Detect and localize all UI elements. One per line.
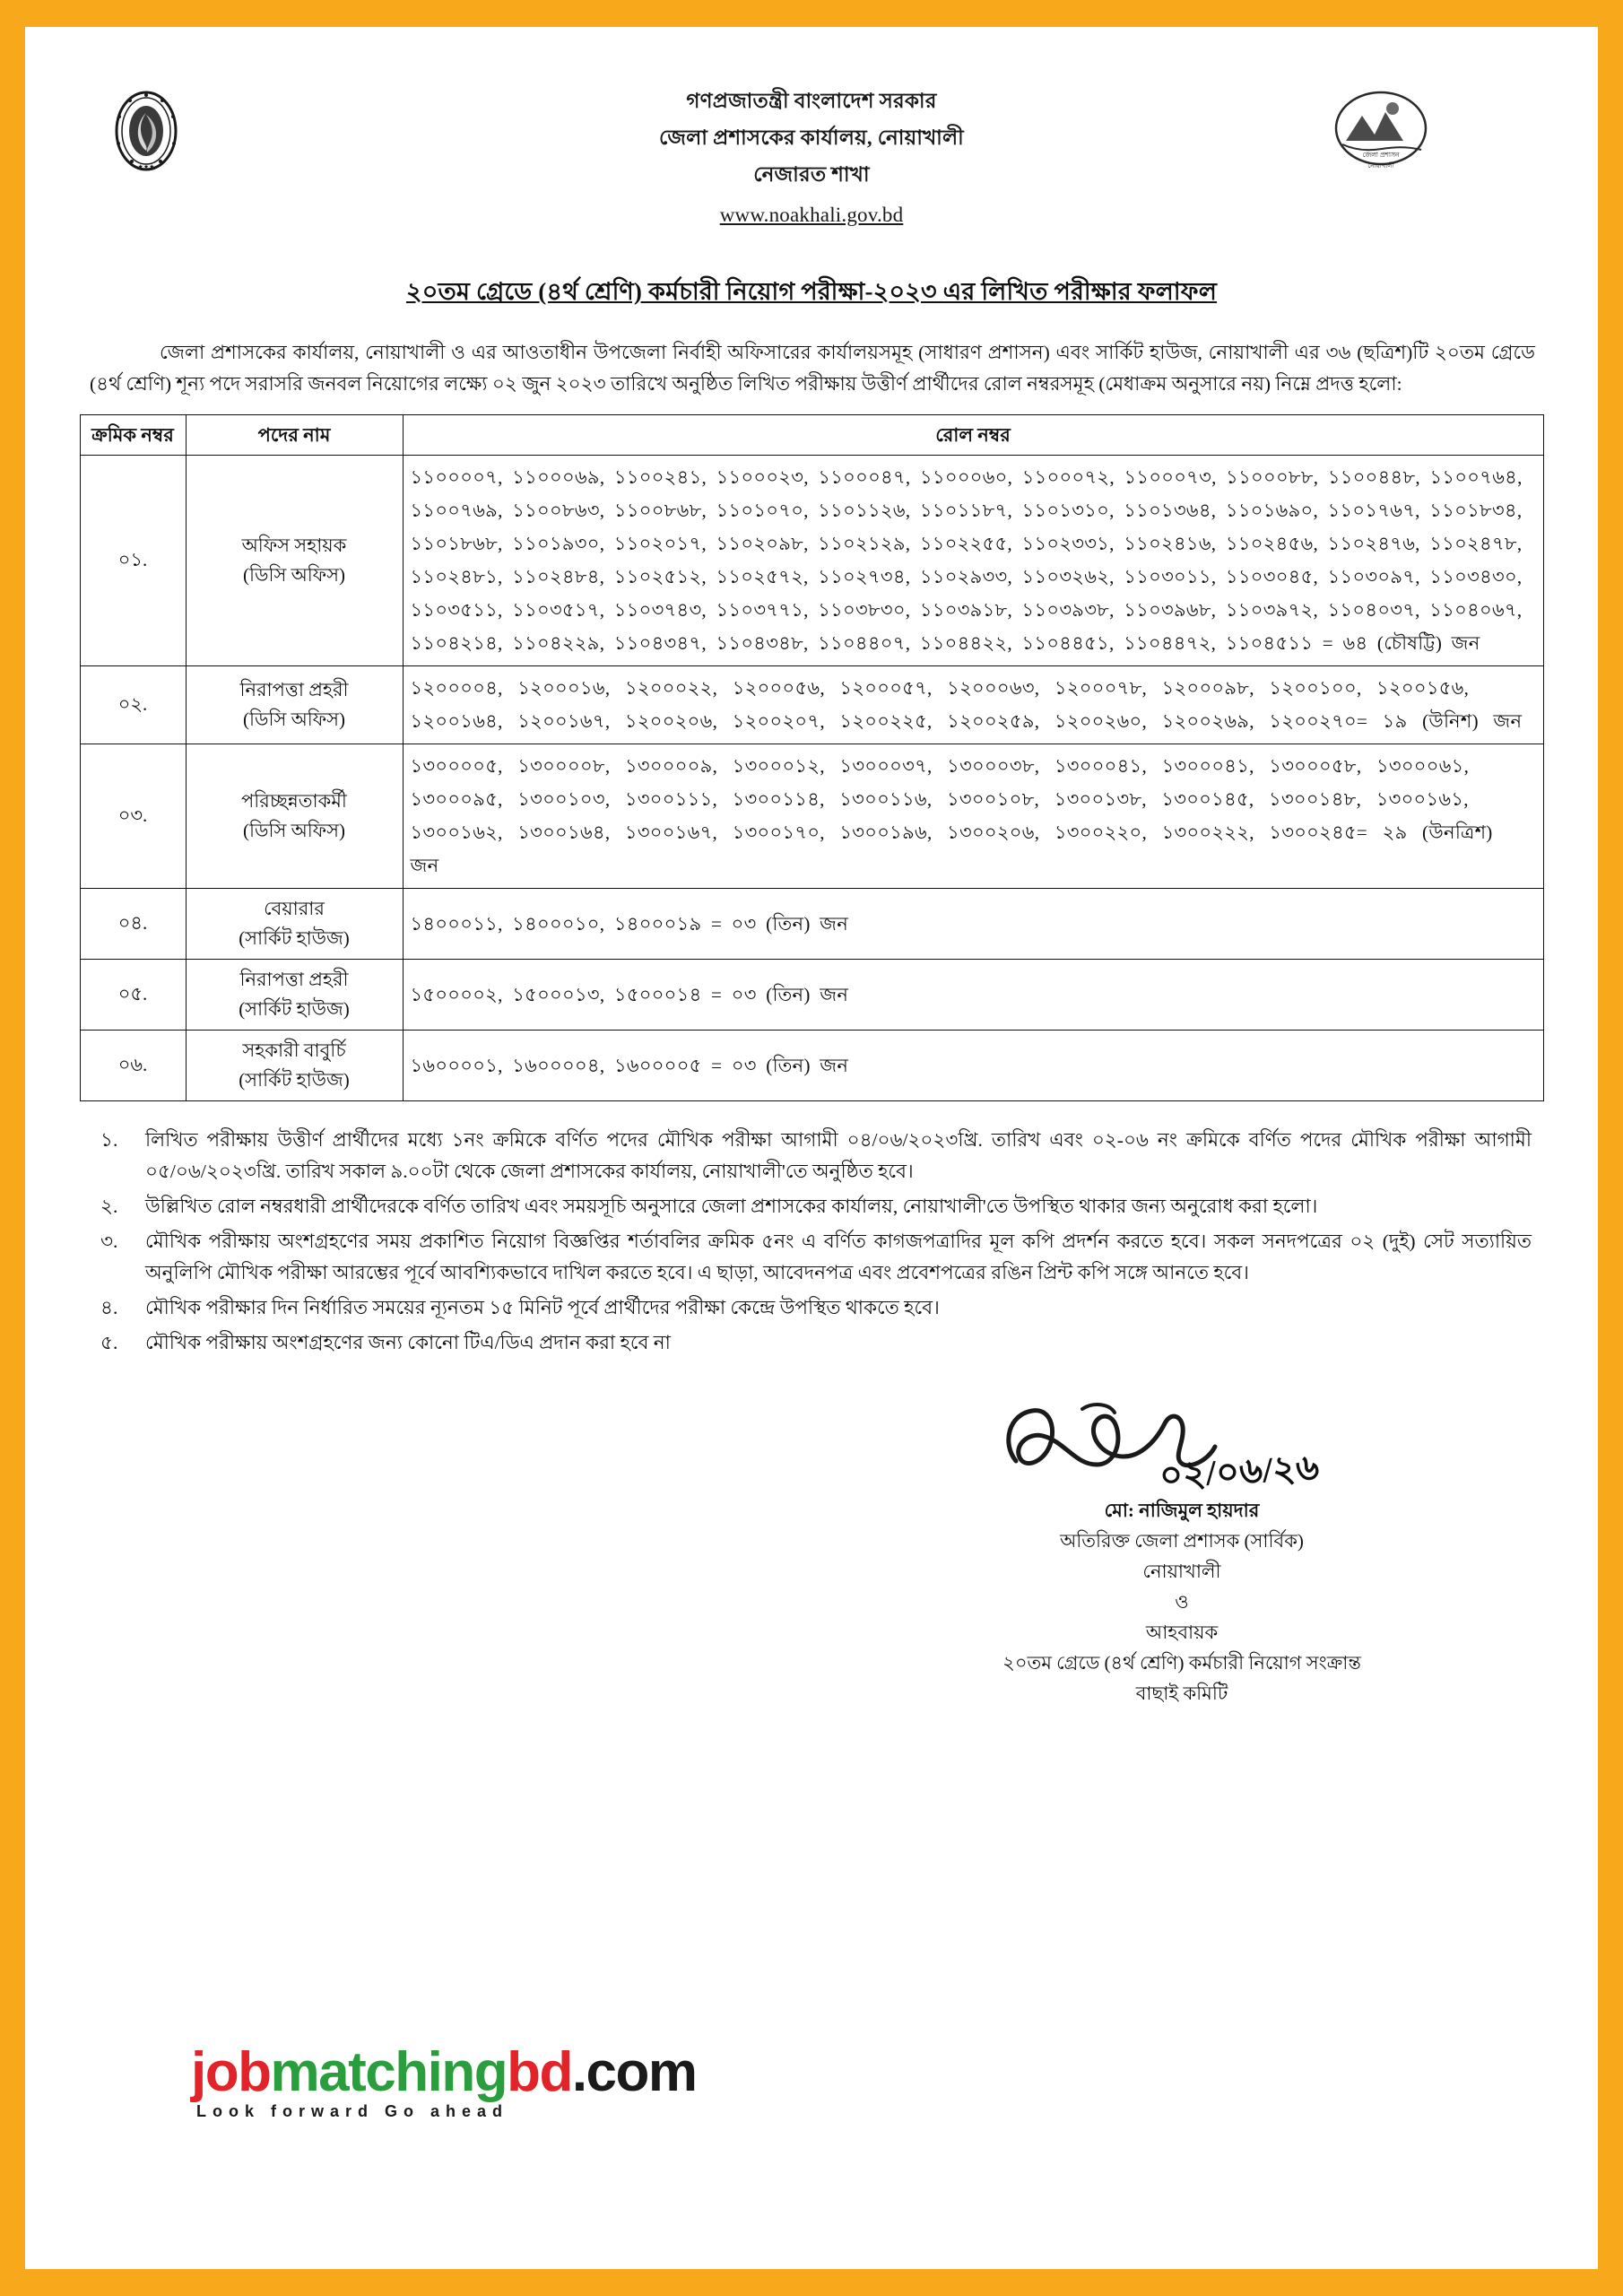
row-post — [186, 456, 403, 666]
document-header — [25, 27, 1598, 265]
row-post — [186, 889, 403, 960]
svg-text:জেলা প্রশাসন: জেলা প্রশাসন — [1362, 151, 1400, 159]
note-text: লিখিত পরীক্ষায় উত্তীর্ণ প্রার্থীদের মধ্যে ১নং ক্রমিকে বর্ণিত পদের মৌখিক পরীক্ষা আগামী ০৪/০৬/২০২৩খ্রি. তারিখ এবং ০২-০৬ নং ক্রমিকে বর্ণিত পদের মৌখিক পরীক্ষা আগামী ০৫/০৬/২০২৩খ্রি. তারিখ সকাল ৯.০০টা থেকে জেলা প্রশাসকের কার্যালয়, নোয়াখালী'তে অনুষ্ঠিত হবে। — [145, 1129, 1532, 1182]
column-header-roll: রোল নম্বর — [403, 415, 1543, 456]
national-emblem-seal-icon — [110, 90, 182, 172]
post-title: নিরাপত্তা প্রহরী — [239, 679, 349, 700]
row-rolls: ১২০০০০৪, ১২০০০১৬, ১২০০০২২, ১২০০০৫৬, ১২০০০৫৭, ১২০০০৬৩, ১২০০০৭৮, ১২০০০৯৮, ১২০০১০০, ১২০০১৫৬, ১২০০১৬৪, ১২০০১৬৭, ১২০০২০৬, ১২০০২০৭, ১২০০২২৫, ১২০০২৫৯, ১২০০২৬০, ১২০০২৬৯, ১২০০২৭০= ১৯ (উনিশ) জন — [403, 666, 1543, 744]
note-text: মৌখিক পরীক্ষায় অংশগ্রহণের সময় প্রকাশিত নিয়োগ বিজ্ঞপ্তির শর্তাবলির ক্রমিক ৫নং এ বর্ণিত কাগজপত্রাদির মূল কপি প্রদর্শন করতে হবে। সকল সনদপত্রের ০২ (দুই) সেট সত্যায়িত অনুলিপি মৌখিক পরীক্ষা আরম্ভের পূর্বে আবশ্যিকভাবে দাখিল করতে হবে। এ ছাড়া, আবেদনপত্র এবং প্রবেশপত্রের রঙিন প্রিন্ট কপি সঙ্গে আনতে হবে। — [145, 1231, 1532, 1283]
row-serial: ০১. — [80, 456, 186, 666]
post-title: নিরাপত্তা প্রহরী — [239, 969, 349, 990]
brand-wordmark — [191, 2041, 846, 2103]
office-name: জেলা প্রশাসকের কার্যালয়, নোয়াখালী — [659, 126, 964, 149]
instructions-list — [25, 1125, 1598, 1359]
list-item — [97, 1191, 1532, 1222]
post-office: (সার্কিট হাউজ) — [239, 998, 350, 1020]
table-row — [80, 666, 1543, 744]
post-office: (ডিসি অফিস) — [243, 820, 345, 841]
row-post — [186, 960, 403, 1031]
list-item — [97, 1226, 1532, 1289]
website-url[interactable]: www.noakhali.gov.bd — [719, 204, 904, 226]
row-post — [186, 744, 403, 889]
post-title: অফিস সহায়ক — [241, 535, 347, 556]
note-text: উল্লিখিত রোল নম্বরধারী প্রার্থীদেরকে বর্ণিত তারিখ এবং সময়সূচি অনুসারে জেলা প্রশাসকের কার্যালয়, নোয়াখালী'তে উপস্থিত থাকার জন্য অনুরোধ করা হলো। — [145, 1196, 1318, 1217]
post-office: (সার্কিট হাউজ) — [239, 1069, 350, 1091]
note-number: ৪. — [100, 1297, 118, 1318]
row-rolls: ১৬০০০০১, ১৬০০০০৪, ১৬০০০০৫ = ০৩ (তিন) জন — [403, 1031, 1543, 1101]
signatory-designation: অতিরিক্ত জেলা প্রশাসক (সার্বিক) — [1060, 1530, 1304, 1552]
handwritten-signature — [989, 1396, 1375, 1495]
row-rolls: ১৩০০০০৫, ১৩০০০০৮, ১৩০০০০৯, ১৩০০০১২, ১৩০০০৩৭, ১৩০০০৩৮, ১৩০০০৪১, ১৩০০০৪১, ১৩০০০৫৮, ১৩০০০৬১, ১৩০০০৯৫, ১৩০০১০৩, ১৩০০১১১, ১৩০০১১৪, ১৩০০১১৬, ১৩০০১০৮, ১৩০০১৩৮, ১৩০০১৪৫, ১৩০০১৪৮, ১৩০০১৬১, ১৩০০১৬২, ১৩০০১৬৪, ১৩০০১৬৭, ১৩০০১৭০, ১৩০০১৯৬, ১৩০০২০৬, ১৩০০২২০, ১৩০০২২২, ১৩০০২৪৫= ২৯ (উনত্রিশ) জন — [403, 744, 1543, 889]
signatory-name: মো: নাজিমুল হায়দার — [1104, 1500, 1260, 1521]
row-serial: ০২. — [80, 666, 186, 744]
signatory-details — [904, 1495, 1460, 1709]
signature-date: ০২/০৬/২৬ — [1158, 1447, 1321, 1496]
note-number: ১. — [100, 1129, 118, 1151]
row-rolls: ১৫০০০০২, ১৫০০০১৩, ১৫০০০১৪ = ০৩ (তিন) জন — [403, 960, 1543, 1031]
note-number: ২. — [100, 1196, 118, 1217]
table-row — [80, 456, 1543, 666]
row-rolls: ১৪০০০১১, ১৪০০০১০, ১৪০০০১৯ = ০৩ (তিন) জন — [403, 889, 1543, 960]
note-number: ৫. — [100, 1332, 118, 1353]
list-item — [97, 1292, 1532, 1324]
note-number: ৩. — [100, 1231, 118, 1252]
column-header-serial: ক্রমিক নম্বর — [80, 415, 186, 456]
district-administration-logo-icon — [1330, 85, 1433, 179]
list-item — [97, 1327, 1532, 1359]
committee-line-2: বাছাই কমিটি — [1135, 1683, 1228, 1704]
post-title: বেয়ারার — [264, 898, 325, 919]
table-row — [80, 744, 1543, 889]
brand-part-matching: matching — [270, 2041, 508, 2103]
row-serial: ০৩. — [80, 744, 186, 889]
post-office: (সার্কিট হাউজ) — [239, 927, 350, 949]
table-row — [80, 1031, 1543, 1101]
brand-part-bd: bd — [507, 2041, 572, 2103]
document-page — [25, 27, 1598, 2269]
table-row — [80, 960, 1543, 1031]
row-serial: ০৫. — [80, 960, 186, 1031]
list-item — [97, 1125, 1532, 1187]
intro-paragraph: জেলা প্রশাসকের কার্যালয়, নোয়াখালী ও এর আওতাধীন উপজেলা নির্বাহী অফিসারের কার্যালয়সমূহ (সাধারণ প্রশাসন) এবং সার্কিট হাউজ, নোয়াখালী এর ৩৬ (ছত্রিশ)টি ২০তম গ্রেডে (৪র্থ শ্রেণি) শূন্য পদে সরাসরি জনবল নিয়োগের লক্ষ্যে ০২ জুন ২০২৩ তারিখে অনুষ্ঠিত লিখিত পরীক্ষায় উত্তীর্ণ প্রার্থীদের রোল নম্বরসমূহ (মেধাক্রম অনুসারে নয়) নিম্নে প্রদত্ত হলো: — [90, 342, 1535, 395]
svg-text:★★★: ★★★ — [137, 163, 155, 170]
result-table — [80, 414, 1544, 1101]
brand-part-com: .com — [571, 2041, 697, 2103]
committee-line-1: ২০তম গ্রেডে (৪র্থ শ্রেণি) কর্মচারী নিয়োগ সংক্রান্ত — [1002, 1652, 1361, 1674]
row-serial: ০৪. — [80, 889, 186, 960]
table-header-row — [80, 415, 1543, 456]
post-title: সহকারী বাবুর্চি — [242, 1039, 346, 1061]
svg-text:নোয়াখালী: নোয়াখালী — [1367, 162, 1394, 170]
row-rolls: ১১০০০০৭, ১১০০০৬৯, ১১০০২৪১, ১১০০০২৩, ১১০০০৪৭, ১১০০০৬০, ১১০০০৭২, ১১০০০৭৩, ১১০০০৮৮, ১১০০৪৪৮, ১১০০৭৬৪, ১১০০৭৬৯, ১১০০৮৬৩, ১১০০৮৬৮, ১১০১০৭০, ১১০১১২৬, ১১০১১৮৭, ১১০১৩১০, ১১০১৩৬৪, ১১০১৬৯০, ১১০১৭৬৭, ১১০১৮৩৪, ১১০১৮৬৮, ১১০১৯৩০, ১১০২০১৭, ১১০২০৯৮, ১১০২১২৯, ১১০২২৫৫, ১১০২৩৩১, ১১০২৪১৬, ১১০২৪৫৬, ১১০২৪৭৬, ১১০২৪৭৮, ১১০২৪৮১, ১১০২৪৮৪, ১১০২৫১২, ১১০২৫৭২, ১১০২৭৩৪, ১১০২৯৩৩, ১১০৩২৬২, ১১০৩০১১, ১১০৩০৪৫, ১১০৩০৯৭, ১১০৩৪৩০, ১১০৩৫১১, ১১০৩৫১৭, ১১০৩৭৪৩, ১১০৩৭৭১, ১১০৩৮৩০, ১১০৩৯১৮, ১১০৩৯৩৮, ১১০৩৯৬৮, ১১০৩৯৭২, ১১০৪০৩৭, ১১০৪০৬৭, ১১০৪২১৪, ১১০৪২২৯, ১১০৪৩৪৭, ১১০৪৩৪৮, ১১০৪৪০৭, ১১০৪৪২২, ১১০৪৪৫১, ১১০৪৪৭২, ১১০৪৫১১ = ৬৪ (চৌষট্টি) জন — [403, 456, 1543, 666]
signatory-district: নোয়াখালী — [1142, 1561, 1221, 1582]
note-text: মৌখিক পরীক্ষার দিন নির্ধারিত সময়ের ন্যূনতম ১৫ মিনিট পূর্বে প্রার্থীদের পরীক্ষা কেন্দ্রে উপস্থিত থাকতে হবে। — [145, 1297, 940, 1318]
govt-name: গণপ্রজাতন্ত্রী বাংলাদেশ সরকার — [686, 90, 937, 112]
site-watermark-logo[interactable] — [191, 2041, 846, 2121]
table-row — [80, 889, 1543, 960]
brand-part-job: job — [191, 2041, 271, 2103]
page-title: ২০তম গ্রেডে (৪র্থ শ্রেণি) কর্মচারী নিয়োগ পরীক্ষা-২০২৩ এর লিখিত পরীক্ষার ফলাফল — [405, 278, 1218, 305]
note-text: মৌখিক পরীক্ষায় অংশগ্রহণের জন্য কোনো টিএ/ডিএ প্রদান করা হবে না — [145, 1332, 671, 1353]
row-serial: ০৬. — [80, 1031, 186, 1101]
column-header-post: পদের নাম — [186, 415, 403, 456]
row-post — [186, 666, 403, 744]
brand-tagline: Look forward Go ahead — [196, 2102, 509, 2120]
post-title: পরিচ্ছন্নতাকর্মী — [241, 790, 347, 812]
branch-name: নেজারত শাখা — [753, 163, 870, 186]
row-post — [186, 1031, 403, 1101]
signatory-role: আহবায়ক — [1145, 1622, 1219, 1643]
signature-block — [25, 1396, 1598, 1709]
signatory-conjunction: ও — [1175, 1591, 1189, 1613]
post-office: (ডিসি অফিস) — [243, 709, 345, 730]
post-office: (ডিসি অফিস) — [243, 564, 345, 586]
